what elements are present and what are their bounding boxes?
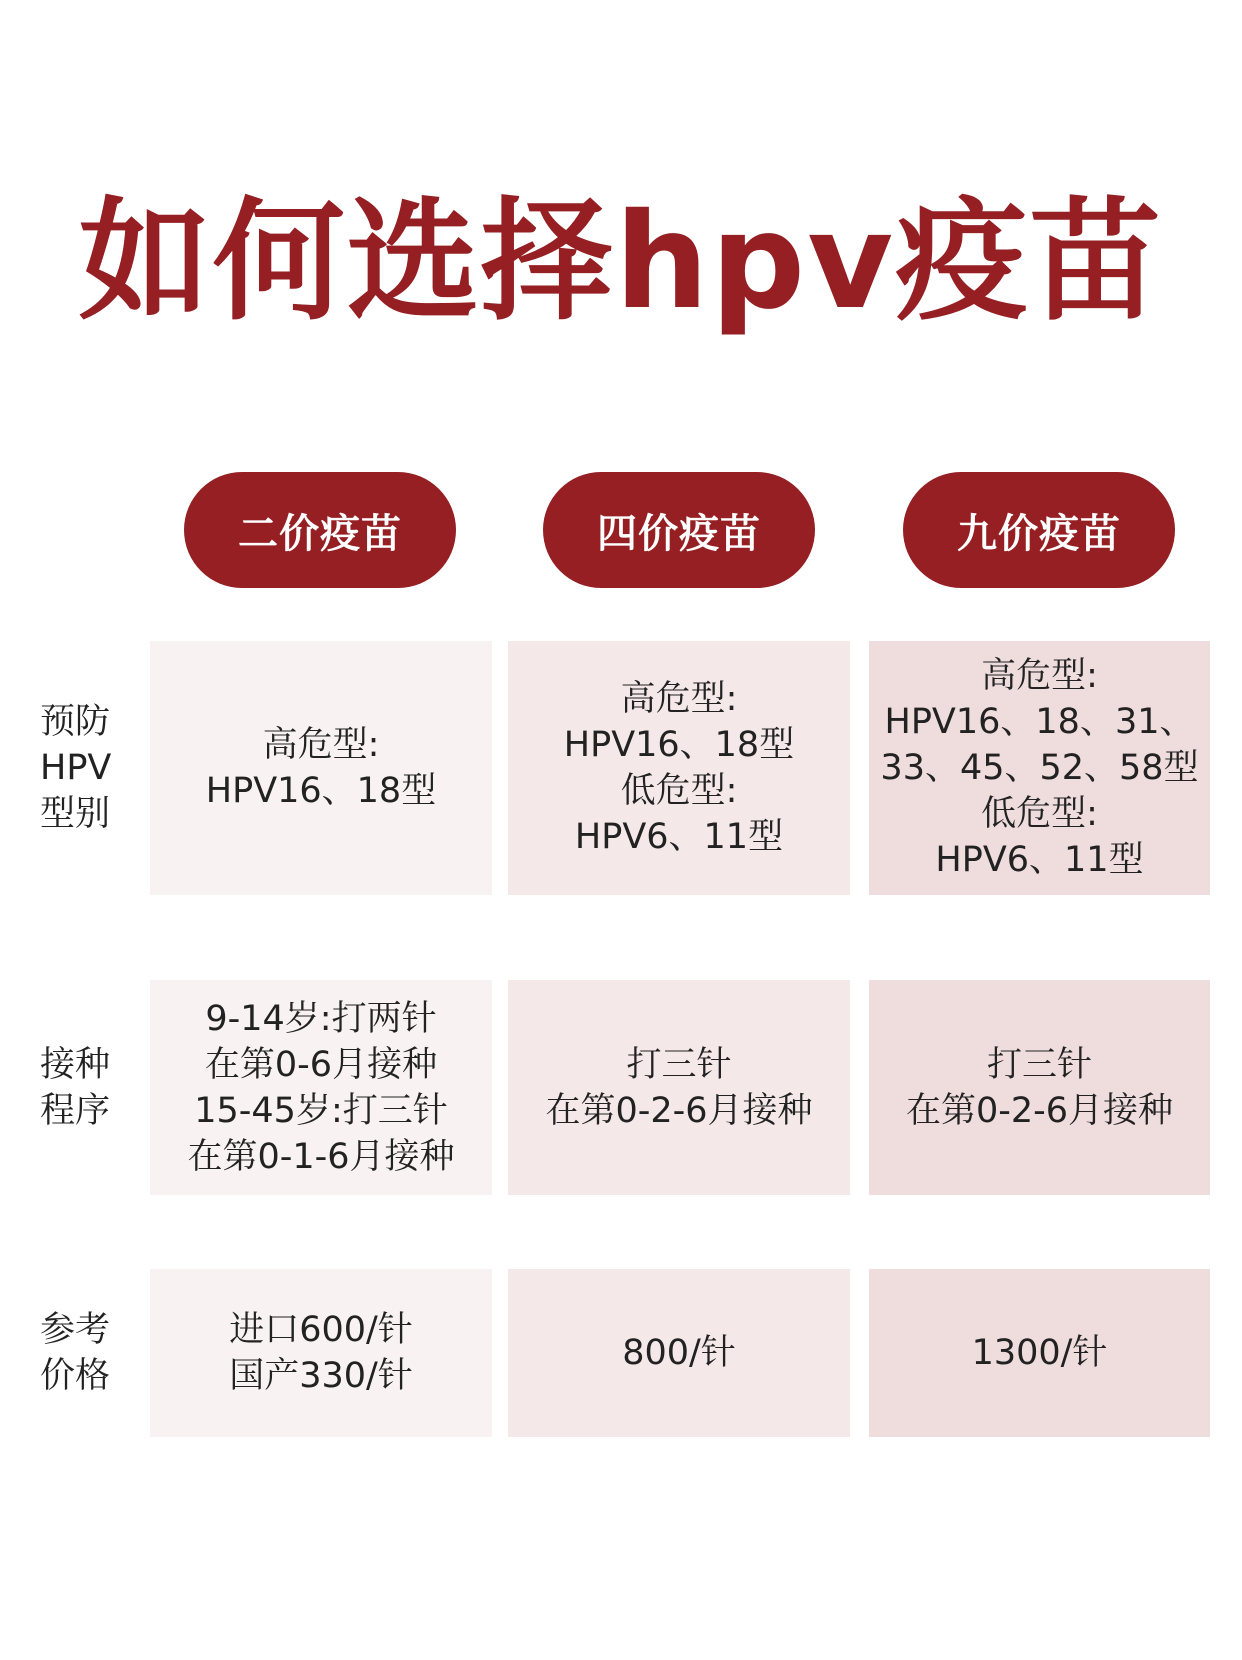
column-header-nonavalent: 九价疫苗 (903, 472, 1175, 588)
cell-line: 高危型: (620, 679, 738, 719)
cell-line: 打三针 (626, 1044, 732, 1085)
cell-line: 低危型: (981, 794, 1098, 834)
cell-line: 33、45、52、58型 (880, 748, 1199, 788)
cell-price-bivalent (150, 1269, 492, 1437)
cell-line: HPV6、11型 (935, 840, 1144, 880)
cell-line: 15-45岁:打三针 (194, 1090, 448, 1131)
row-label-line: 接种 (40, 1044, 111, 1085)
cell-line: HPV16、18型 (205, 771, 437, 811)
cell-line: 打三针 (986, 1044, 1092, 1085)
row-label-line: 程序 (40, 1090, 111, 1131)
cell-line: 在第0-1-6月接种 (187, 1136, 455, 1177)
cell-types-quadrivalent (508, 641, 850, 895)
cell-schedule-nonavalent (869, 980, 1210, 1195)
row-label-line: HPV (40, 748, 112, 788)
row-label-hpv-types (40, 641, 140, 895)
cell-line: HPV16、18型 (563, 725, 795, 765)
row-label-line: 预防 (40, 702, 111, 742)
row-label-line: 参考 (40, 1310, 111, 1350)
cell-line: 在第0-2-6月接种 (905, 1090, 1174, 1131)
cell-line: 低危型: (620, 771, 738, 811)
row-label-schedule (40, 980, 140, 1195)
cell-line: HPV6、11型 (574, 817, 784, 857)
column-header-quadrivalent: 四价疫苗 (543, 472, 815, 588)
cell-schedule-quadrivalent (508, 980, 850, 1195)
cell-types-bivalent (150, 641, 492, 895)
row-label-price (40, 1269, 140, 1437)
cell-line: 在第0-2-6月接种 (545, 1090, 813, 1131)
page-title: 如何选择hpv疫苗 (78, 185, 1164, 339)
cell-price-quadrivalent (508, 1269, 850, 1437)
column-header-bivalent: 二价疫苗 (184, 472, 456, 588)
cell-line: 800/针 (622, 1333, 736, 1373)
cell-price-nonavalent (869, 1269, 1210, 1437)
cell-line: 进口600/针 (229, 1310, 413, 1350)
cell-types-nonavalent (869, 641, 1210, 895)
row-label-line: 型别 (40, 794, 111, 834)
cell-line: 高危型: (981, 656, 1098, 696)
cell-line: 国产330/针 (229, 1356, 413, 1396)
cell-line: 在第0-6月接种 (204, 1044, 438, 1085)
cell-line: 9-14岁:打两针 (205, 998, 437, 1039)
row-label-line: 价格 (40, 1356, 111, 1396)
cell-schedule-bivalent (150, 980, 492, 1195)
cell-line: 1300/针 (971, 1333, 1108, 1373)
cell-line: HPV16、18、31、 (884, 702, 1195, 742)
cell-line: 高危型: (262, 725, 380, 765)
